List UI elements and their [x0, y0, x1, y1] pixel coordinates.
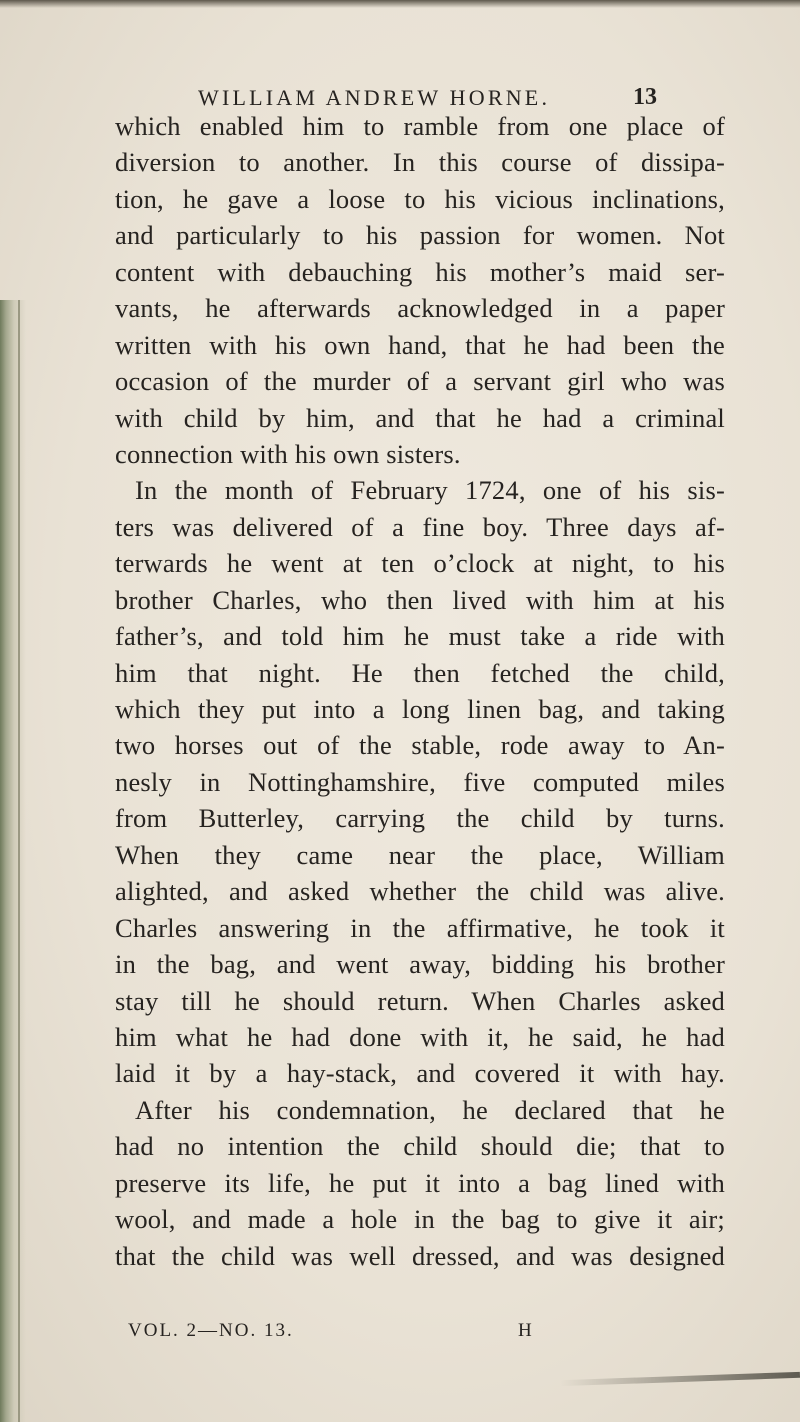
text-line: that the child was well dressed, and was designed [115, 1240, 725, 1271]
text-line: tion, he gave a loose to his vicious inclinations, [115, 183, 725, 214]
text-line: terwards he went at ten o’clock at night, to his [115, 548, 725, 579]
text-line: wool, and made a hole in the bag to give it air; [115, 1204, 725, 1235]
text-line: written with his own hand, that he had been the [115, 329, 725, 360]
page-bottom-edge [560, 1372, 800, 1386]
volume-signature: VOL. 2—NO. 13. [128, 1320, 294, 1341]
text-line: and particularly to his passion for women. Not [115, 220, 725, 251]
text-line: nesly in Nottinghamshire, five computed miles [115, 766, 725, 797]
text-line: him what he had done with it, he said, he had [115, 1021, 725, 1052]
page-top-edge [0, 0, 800, 8]
text-line: him that night. He then fetched the child, [115, 657, 725, 688]
text-line: from Butterley, carrying the child by turns. [115, 803, 725, 834]
body-text [115, 108, 725, 1274]
text-line: In the month of February 1724, one of his sis- [135, 475, 725, 506]
text-line: diversion to another. In this course of dissipa- [115, 147, 725, 178]
text-line: laid it by a hay-stack, and covered it with hay. [115, 1058, 725, 1089]
text-line: vants, he afterwards acknowledged in a paper [115, 293, 725, 324]
text-line: preserve its life, he put it into a bag lined with [115, 1167, 725, 1198]
text-line: which they put into a long linen bag, and taking [115, 694, 725, 724]
text-line: with child by him, and that he had a criminal [115, 402, 725, 433]
text-line: content with debauching his mother’s maid ser- [115, 256, 725, 287]
text-line: which enabled him to ramble from one place of [115, 111, 725, 141]
text-line: in the bag, and went away, bidding his brother [115, 949, 725, 980]
text-line: occasion of the murder of a servant girl who was [115, 366, 725, 397]
gutter-line [18, 300, 20, 1422]
text-line: When they came near the place, William [115, 839, 725, 870]
text-line: had no intention the child should die; that to [115, 1131, 725, 1162]
text-line: brother Charles, who then lived with him at his [115, 584, 725, 615]
text-line: stay till he should return. When Charles asked [115, 985, 725, 1016]
text-line: father’s, and told him he must take a ride with [115, 621, 725, 652]
text-line: two horses out of the stable, rode away to An- [115, 730, 725, 761]
text-line: connection with his own sisters. [115, 438, 461, 469]
text-line: alighted, and asked whether the child was alive. [115, 876, 725, 907]
text-line: ters was delivered of a fine boy. Three days af- [115, 511, 725, 542]
signature-mark: H [518, 1320, 534, 1341]
text-line: Charles answering in the affirmative, he took it [115, 912, 725, 943]
binding-gutter [0, 300, 26, 1422]
text-line: After his condemnation, he declared that he [135, 1094, 725, 1125]
page-number: 13 [633, 84, 657, 110]
running-head: WILLIAM ANDREW HORNE. [198, 85, 551, 110]
page-footer [128, 1320, 628, 1346]
